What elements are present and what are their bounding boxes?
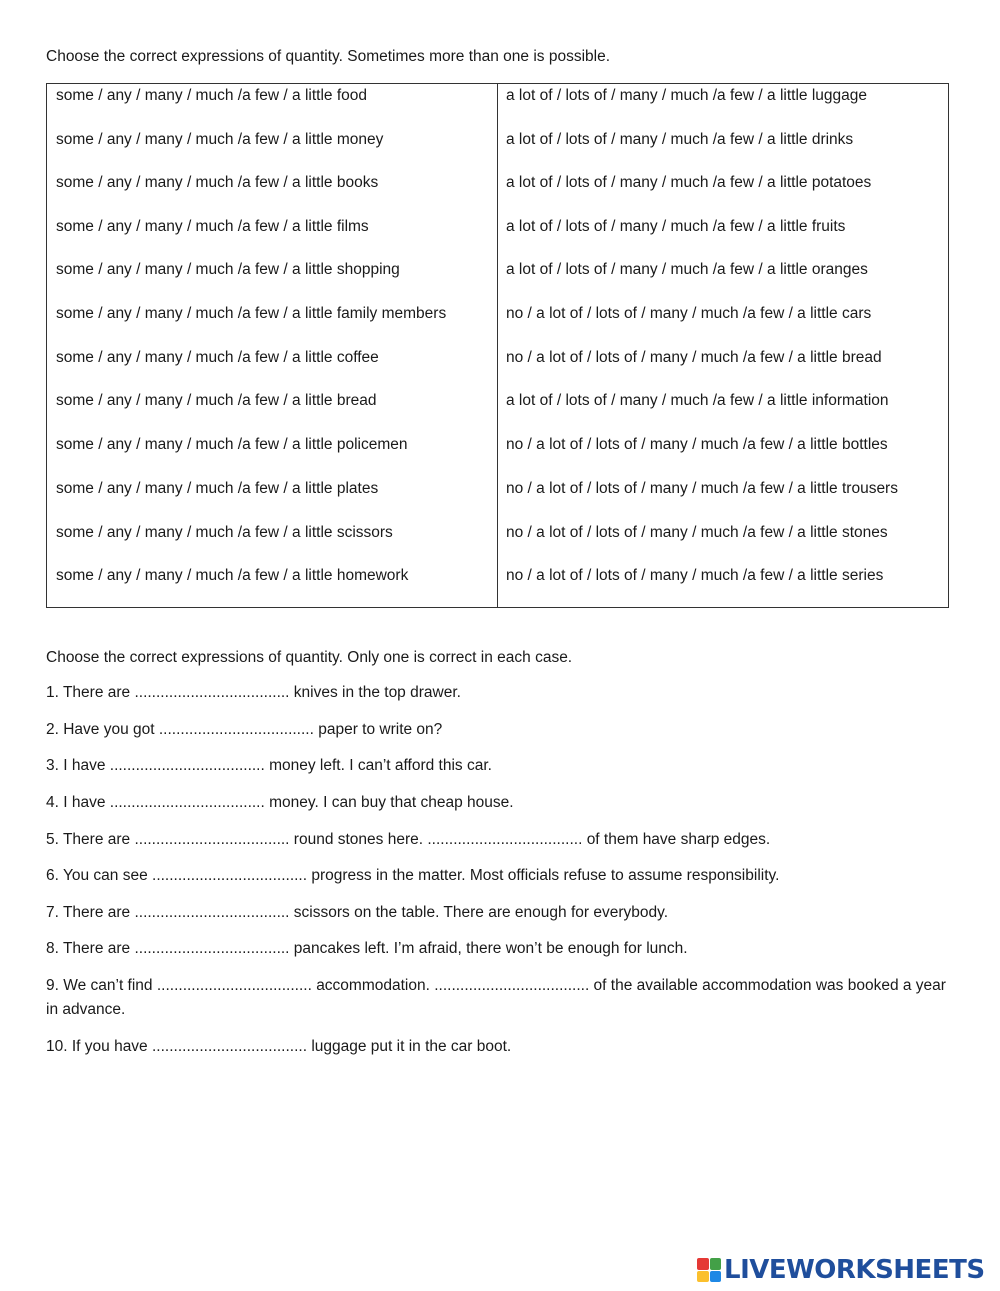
table-cell-right: a lot of / lots of / many / much /a few / a little fruits [506, 218, 846, 235]
table-cell-right: a lot of / lots of / many / much /a few / a little luggage [506, 87, 867, 104]
table-cell-left: some / any / many / much /a few / a little shopping [56, 261, 400, 278]
logo-square [710, 1258, 722, 1270]
table-cell-right: no / a lot of / lots of / many / much /a few / a little bread [506, 349, 882, 366]
table-cell-left: some / any / many / much /a few / a little films [56, 218, 369, 235]
table-cell-right: a lot of / lots of / many / much /a few / a little information [506, 392, 889, 409]
table-cell-right: no / a lot of / lots of / many / much /a few / a little stones [506, 524, 888, 541]
table-cell-left: some / any / many / much /a few / a little money [56, 131, 384, 148]
table-cell-left: some / any / many / much /a few / a little homework [56, 567, 409, 584]
table-cell-left: some / any / many / much /a few / a little scissors [56, 524, 393, 541]
quantity-table [46, 83, 949, 608]
exercise-item: 9. We can’t find .................................... accommodation. .................................... of the available accommodation was booked a year in advance. [46, 977, 946, 1018]
table-cell-right: no / a lot of / lots of / many / much /a few / a little series [506, 567, 884, 584]
logo-square [697, 1271, 709, 1283]
table-cell-left: some / any / many / much /a few / a little coffee [56, 349, 379, 366]
exercise-item: 2. Have you got .................................... paper to write on? [46, 721, 443, 738]
table-cell-right: a lot of / lots of / many / much /a few / a little oranges [506, 261, 868, 278]
table-cell-right: a lot of / lots of / many / much /a few / a little drinks [506, 131, 854, 148]
logo-square [710, 1271, 722, 1283]
exercise-item: 7. There are .................................... scissors on the table. There are enough for everybody. [46, 904, 669, 921]
table-cell-right: a lot of / lots of / many / much /a few / a little potatoes [506, 174, 872, 191]
logo-text: LIVEWORKSHEETS [724, 1255, 985, 1285]
table-divider [497, 84, 498, 607]
exercise-item: 10. If you have .................................... luggage put it in the car boot. [46, 1038, 512, 1055]
table-cell-right: no / a lot of / lots of / many / much /a few / a little cars [506, 305, 872, 322]
logo-square [697, 1258, 709, 1270]
section2-instruction: Choose the correct expressions of quantity. Only one is correct in each case. [46, 649, 573, 666]
table-cell-left: some / any / many / much /a few / a little bread [56, 392, 377, 409]
table-cell-left: some / any / many / much /a few / a little policemen [56, 436, 408, 453]
table-cell-left: some / any / many / much /a few / a little food [56, 87, 367, 104]
table-cell-left: some / any / many / much /a few / a little books [56, 174, 379, 191]
table-cell-right: no / a lot of / lots of / many / much /a few / a little trousers [506, 480, 898, 497]
exercise-item: 4. I have .................................... money. I can buy that cheap house. [46, 794, 514, 811]
exercise-item: 1. There are .................................... knives in the top drawer. [46, 684, 461, 701]
exercise-item: 3. I have .................................... money left. I can’t afford this car. [46, 757, 492, 774]
exercise-item: 8. There are .................................... pancakes left. I’m afraid, there won’t be enough for lunch. [46, 940, 688, 957]
liveworksheets-logo [697, 1255, 997, 1285]
table-cell-left: some / any / many / much /a few / a little plates [56, 480, 379, 497]
table-cell-right: no / a lot of / lots of / many / much /a few / a little bottles [506, 436, 888, 453]
table-cell-left: some / any / many / much /a few / a little family members [56, 305, 447, 322]
logo-icon [697, 1258, 721, 1282]
section1-instruction: Choose the correct expressions of quantity. Sometimes more than one is possible. [46, 48, 611, 65]
exercise-item: 6. You can see .................................... progress in the matter. Most officials refuse to assume responsibility. [46, 867, 780, 884]
exercise-item: 5. There are .................................... round stones here. .................................... of them have sharp edges. [46, 831, 771, 848]
